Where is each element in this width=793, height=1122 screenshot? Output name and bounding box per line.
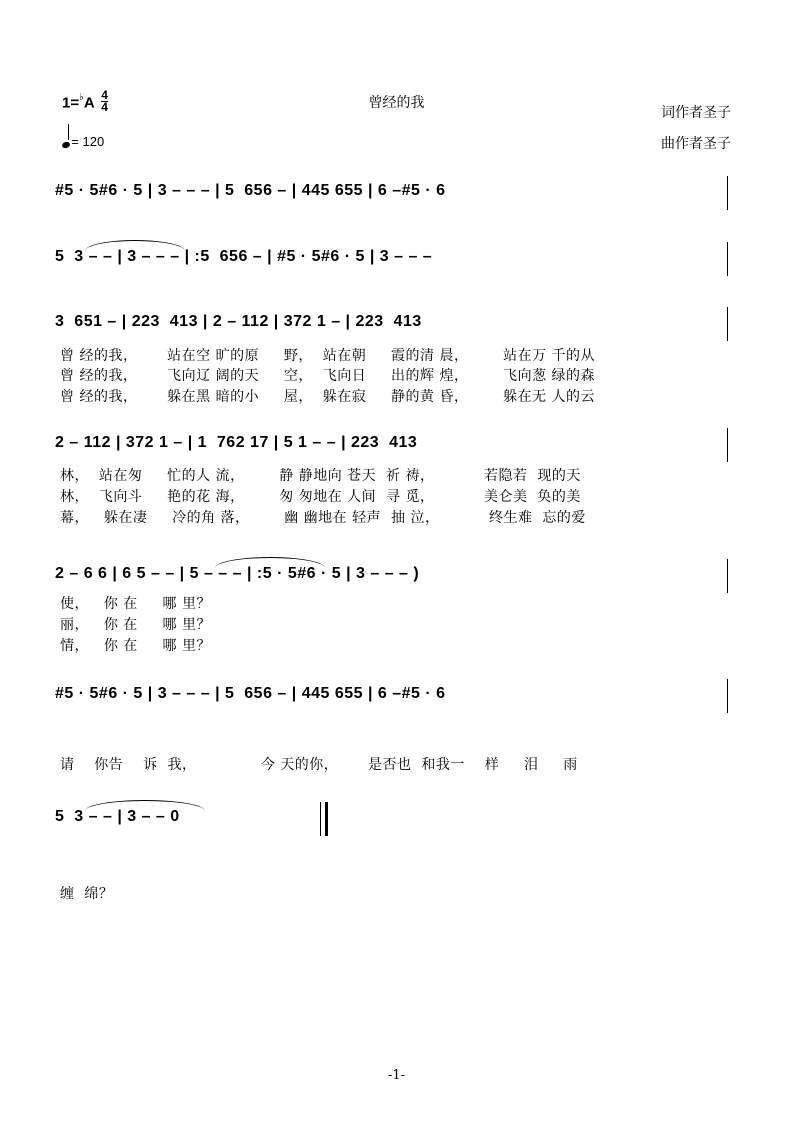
meter-top: 4: [101, 88, 108, 102]
lyric-line: 使， 你 在 哪 里？: [60, 596, 212, 612]
lyric-line: 情， 你 在 哪 里？: [60, 638, 212, 654]
lyric-line: 请 你告 诉 我， 今 天的你， 是否也 和我一 样 泪 雨: [60, 757, 578, 773]
notation-text: #5 · 5#6 · 5 | 3 – – – | 5 656 – | 445 655 | 6 –#5 · 6: [55, 182, 446, 199]
staff-line-2: [55, 238, 735, 282]
barline: [727, 428, 728, 462]
key-note: A: [83, 94, 95, 112]
final-barline: [325, 802, 328, 836]
barline: [727, 679, 728, 713]
tempo-value: = 120: [71, 134, 105, 149]
time-signature: [101, 90, 108, 113]
lyric-line: 丽， 你 在 哪 里？: [60, 617, 212, 633]
meter-bottom: 4: [101, 100, 108, 114]
lyric-line: 林， 站在匆 忙的人 流， 静 静地向 苍天 祈 祷， 若隐若 现的天: [60, 468, 581, 484]
quarter-note-icon: [61, 141, 71, 149]
barline: [727, 307, 728, 341]
lyric-line: 缠 绵？: [60, 886, 114, 902]
lyric-line: 林， 飞向斗 艳的花 海， 匆 匆地在 人间 寻 觅， 美仑美 奂的美: [60, 489, 581, 505]
staff-line-6: [55, 675, 735, 719]
barline: [320, 802, 321, 836]
tempo-marking: [62, 130, 104, 149]
page-number: -1-: [387, 1068, 406, 1083]
lyric-line: 曾 经的我， 站在空 旷的原 野， 站在朝 霞的清 晨， 站在万 千的从: [60, 348, 596, 364]
staff-line-4: [55, 424, 735, 468]
key-signature: [62, 88, 108, 115]
lyric-line: 幕， 躲在凄 冷的角 落， 幽 幽地在 轻声 抽 泣， 终生难 忘的爱: [60, 510, 586, 526]
key-prefix: 1=: [62, 94, 80, 112]
notation-text: 3 651 – | 223 413 | 2 – 112 | 372 1 – | 223 413: [55, 313, 422, 330]
staff-line-1: [55, 172, 735, 216]
notation-text: 2 – 112 | 372 1 – | 1 762 17 | 5 1 – – | 223 413: [55, 434, 418, 451]
staff-line-7: [55, 798, 735, 842]
notation-text: #5 · 5#6 · 5 | 3 – – – | 5 656 – | 445 655 | 6 –#5 · 6: [55, 685, 446, 702]
lyricist-credit: 词作者圣子: [661, 105, 731, 121]
lyric-line: 曾 经的我， 躲在黑 暗的小 屋， 躲在寂 静的黄 昏， 躲在无 人的云: [60, 389, 596, 405]
notation-text: 5 3 – – | 3 – – – | :5 656 – | #5 · 5#6 · 5 | 3 – – –: [55, 248, 433, 265]
barline: [727, 242, 728, 276]
notation-text: 5 3 – – | 3 – – 0: [55, 808, 180, 825]
song-title: 曾经的我: [368, 95, 425, 111]
barline: [727, 176, 728, 210]
staff-line-3: [55, 303, 735, 347]
notation-text: 2 – 6 6 | 6 5 – – | 5 – – – | :5 · 5#6 · 5 | 3 – – – ): [55, 565, 420, 582]
flat-symbol: ♭: [79, 92, 84, 104]
barline: [727, 559, 728, 593]
lyric-line: 曾 经的我， 飞向辽 阔的天 空， 飞向日 出的辉 煌， 飞向葱 绿的森: [60, 368, 596, 384]
composer-credit: 曲作者圣子: [661, 136, 731, 152]
